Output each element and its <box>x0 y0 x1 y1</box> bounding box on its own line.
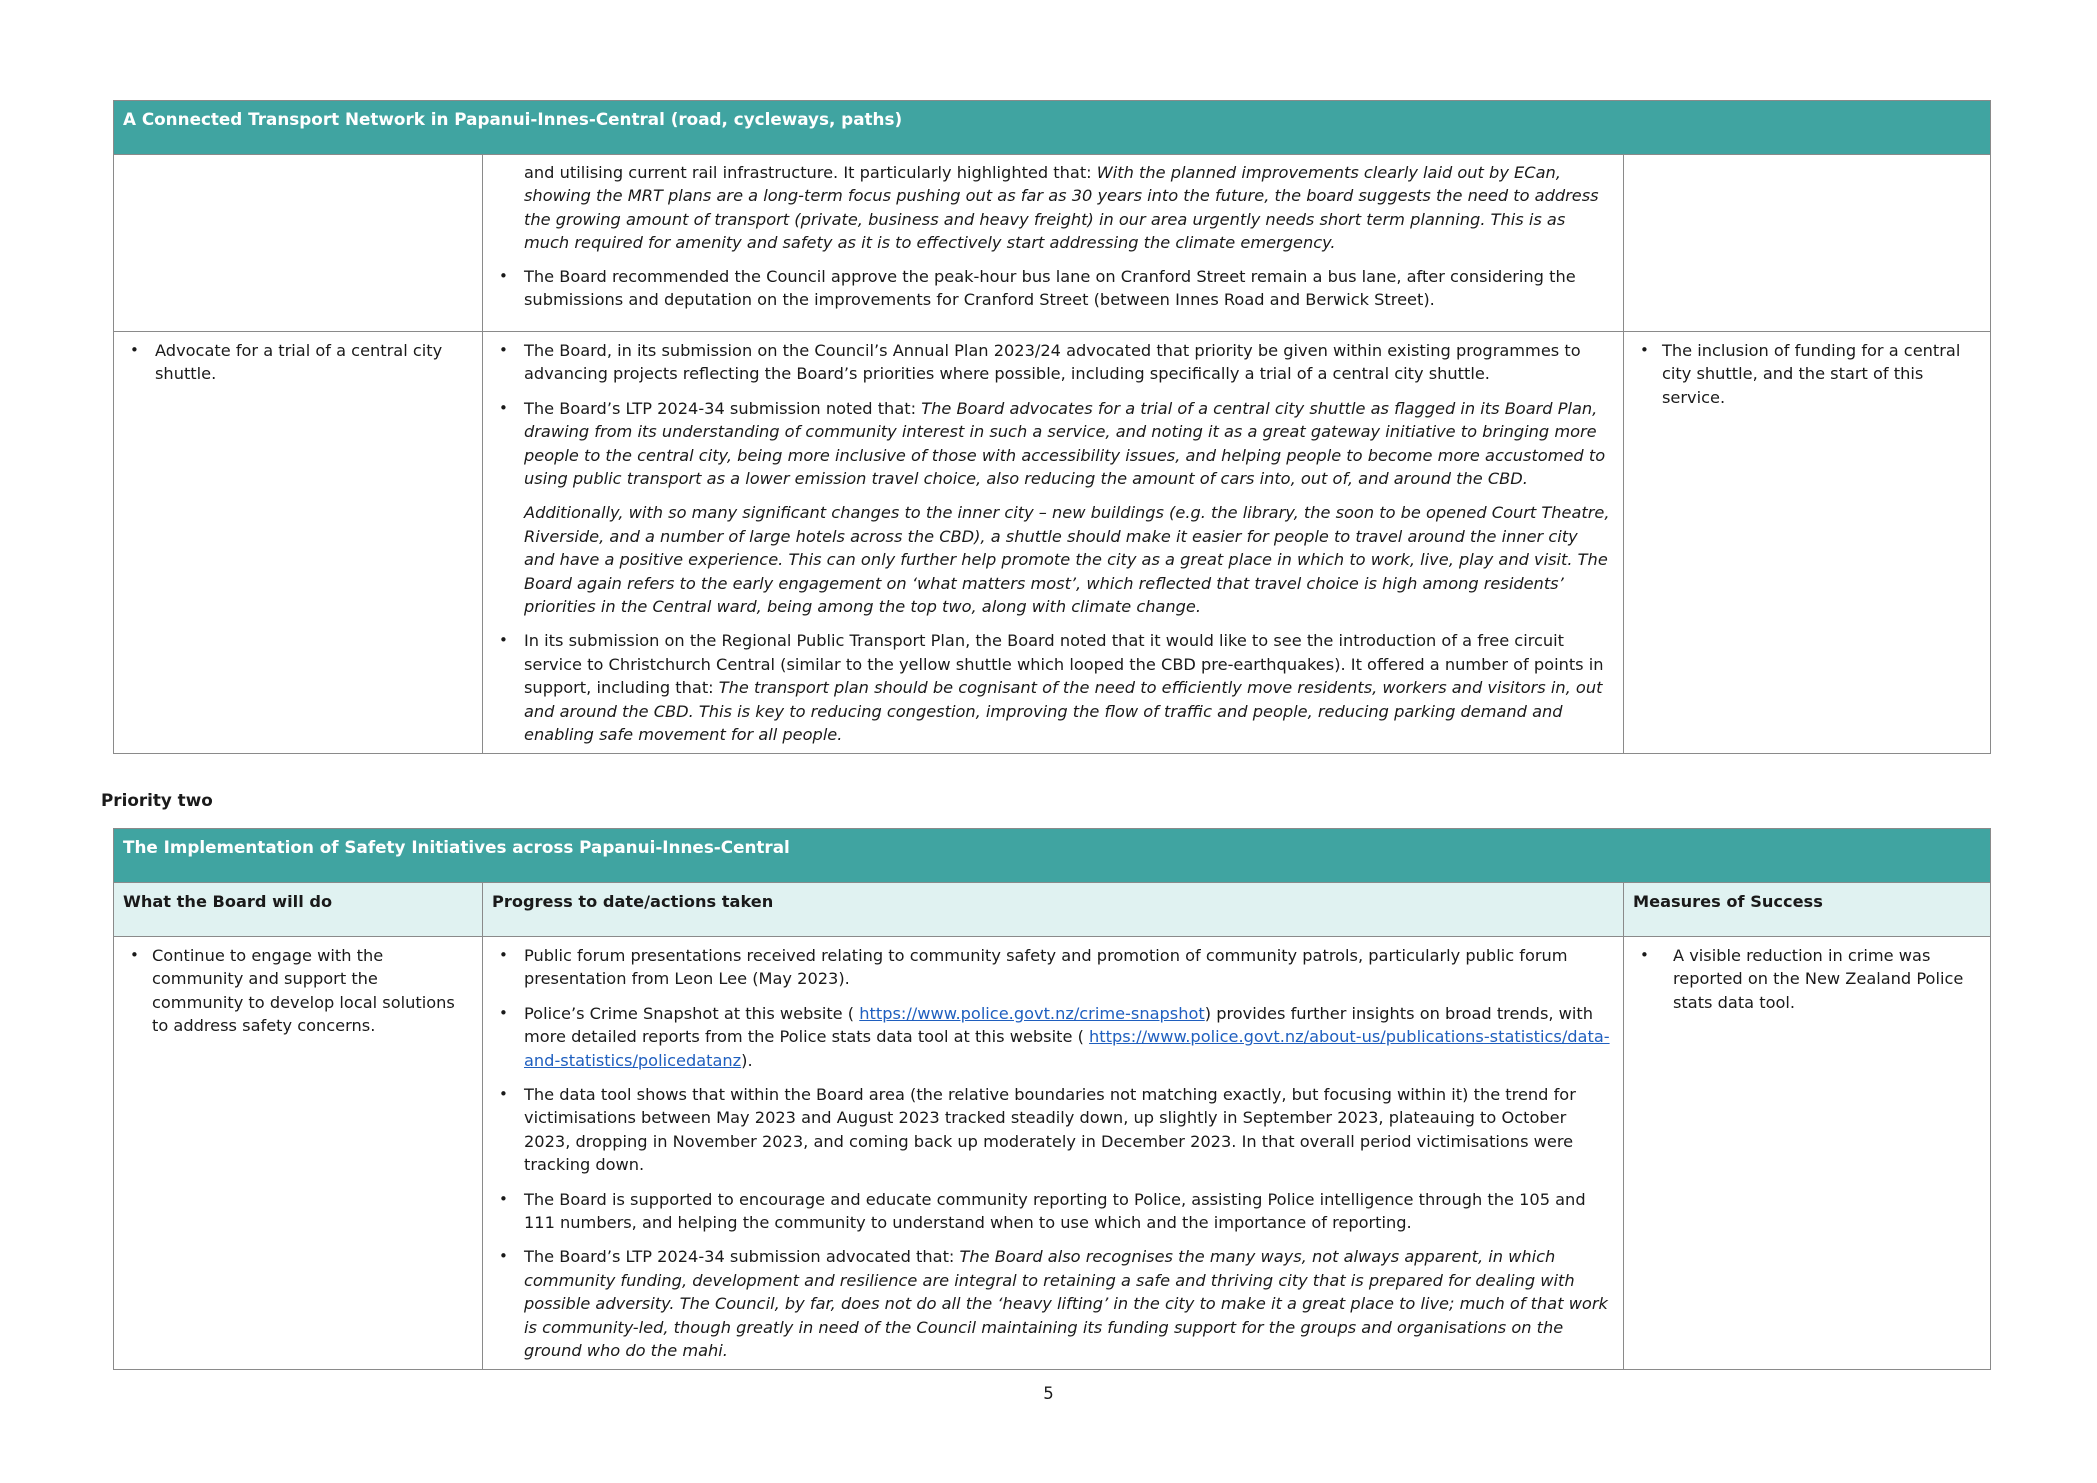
action-cell <box>114 155 483 332</box>
table-title-row <box>114 101 1991 155</box>
measures-cell <box>1624 155 1991 332</box>
list-item: • Advocate for a trial of a central city shuttle. <box>155 339 472 386</box>
list-item: • In its submission on the Regional Public Transport Plan, the Board noted that it would like to see the introduction of a free circuit service to Christchurch Central (similar to the yellow shuttle which looped the CBD pre-earthquakes). It offered a number of points in support, including that: The transport plan should be cognisant of the need to efficiently move residents, workers and visitors in, out and around the CBD. This is key to reducing congestion, improving the flow of traffic and people, reducing parking demand and enabling safe movement for all people. <box>524 629 1613 746</box>
list-item-continuation: Additionally, with so many significant changes to the inner city – new buildings (e.g. the library, the soon to be opened Court Theatre, Riverside, and a number of large hotels across the CBD), a shuttle should make it easier for people to travel around the inner city and have a positive experience. This can only further help promote the city as a great place in which to work, live, play and visit. The Board again refers to the early engagement on ‘what matters most’, which reflected that travel choice is high among residents’ priorities in the Central ward, being among the top two, along with climate change. <box>524 503 1610 617</box>
table-row <box>114 332 1991 754</box>
list-item: • The inclusion of funding for a central city shuttle, and the start of this service. <box>1662 339 1980 409</box>
list-item: • The Board’s LTP 2024-34 submission noted that: The Board advocates for a trial of a central city shuttle as flagged in its Board Plan, drawing from its understanding of community interest in such a service, and noting it as a great gateway initiative to bringing more people to the central city, being more inclusive of those with accessibility issues, and helping people to become more accustomed to using public transport as a lower emission travel choice, also reducing the amount of cars into, out of, and around the CBD. Additionally, with so many significant changes to the inner city – new buildings (e.g. the library, the soon to be opened Court Theatre, Riverside, and a number of large hotels across the CBD), a shuttle should make it easier for people to travel around the inner city and have a positive experience. This can only further help promote the city as a great place in which to work, live, play and visit. The Board again refers to the early engagement on ‘what matters most’, which reflected that travel choice is high among residents’ priorities in the Central ward, being among the top two, along with climate change. <box>524 397 1613 619</box>
list-item: • The Board is supported to encourage and educate community reporting to Police, assisting Police intelligence through the 105 and 111 numbers, and helping the community to understand when to use which and the importance of reporting. <box>524 1188 1613 1235</box>
progress-cell <box>483 155 1624 332</box>
continued-paragraph: and utilising current rail infrastructure. It particularly highlighted that: With the planned improvements clearly laid out by ECan, showing the MRT plans are a long-term focus pushing out as far as 30 years into the future, the board suggests the need to address the growing amount of transport (private, business and heavy freight) in our area urgently needs short term planning. This is as much required for amenity and safety as it is to effectively start addressing the climate emergency. <box>524 163 1599 253</box>
column-header-action: What the Board will do <box>114 883 483 937</box>
list-item: • The Board recommended the Council approve the peak-hour bus lane on Cranford Street remain a bus lane, after considering the submissions and deputation on the improvements for Cranford Street (between Innes Road and Berwick Street). <box>524 265 1613 312</box>
page-number: 5 <box>1043 1384 1054 1403</box>
list-item: • Police’s Crime Snapshot at this website ( https://www.police.govt.nz/crime-snapshot) provides further insights on broad trends, with more detailed reports from the Police stats data tool at this website ( https://www.police.govt.nz/about-us/publications-statistics/data-and-statistics/policedatanz). <box>524 1002 1613 1072</box>
safety-initiatives-table <box>113 828 1991 1370</box>
progress-cell <box>483 937 1624 1370</box>
list-item: • The data tool shows that within the Board area (the relative boundaries not matching exactly, but focusing within it) the trend for victimisations between May 2023 and August 2023 tracked steadily down, up slightly in September 2023, plateauing to October 2023, dropping in November 2023, and coming back up moderately in December 2023. In that overall period victimisations were tracking down. <box>524 1083 1613 1177</box>
action-cell <box>114 937 483 1370</box>
list-item: • A visible reduction in crime was reported on the New Zealand Police stats data tool. <box>1673 944 1980 1014</box>
table-row <box>114 937 1991 1370</box>
police-data-tool-link[interactable]: https://www.police.govt.nz/about-us/publications-statistics/data-and-statistics/policedatanz <box>524 1027 1610 1070</box>
table-title-row <box>114 829 1991 883</box>
list-item: • Public forum presentations received relating to community safety and promotion of community patrols, particularly public forum presentation from Leon Lee (May 2023). <box>524 944 1613 991</box>
measures-cell <box>1624 332 1991 754</box>
measures-cell <box>1624 937 1991 1370</box>
list-item: • The Board’s LTP 2024-34 submission advocated that: The Board also recognises the many ways, not always apparent, in which community funding, development and resilience are integral to retaining a safe and thriving city that is prepared for dealing with possible adversity. The Council, by far, does not do all the ‘heavy lifting’ in the city to make it a great place to live; much of that work is community-led, though greatly in need of the Council maintaining its funding support for the groups and organisations on the ground who do the mahi. <box>524 1245 1613 1362</box>
table-row <box>114 155 1991 332</box>
list-item: • The Board, in its submission on the Council’s Annual Plan 2023/24 advocated that priority be given within existing programmes to advancing projects reflecting the Board’s priorities where possible, including specifically a trial of a central city shuttle. <box>524 339 1613 386</box>
table-header-row <box>114 883 1991 937</box>
table-title: The Implementation of Safety Initiatives across Papanui-Innes-Central <box>114 829 1991 883</box>
progress-cell <box>483 332 1624 754</box>
table-title: A Connected Transport Network in Papanui-Innes-Central (road, cycleways, paths) <box>114 101 1991 155</box>
crime-snapshot-link[interactable]: https://www.police.govt.nz/crime-snapshot <box>859 1003 1205 1023</box>
action-cell <box>114 332 483 754</box>
section-heading: Priority two <box>101 790 213 810</box>
list-item: • Continue to engage with the community and support the community to develop local solutions to address safety concerns. <box>152 944 472 1038</box>
transport-network-table <box>113 100 1991 754</box>
column-header-progress: Progress to date/actions taken <box>483 883 1624 937</box>
column-header-measures: Measures of Success <box>1624 883 1991 937</box>
